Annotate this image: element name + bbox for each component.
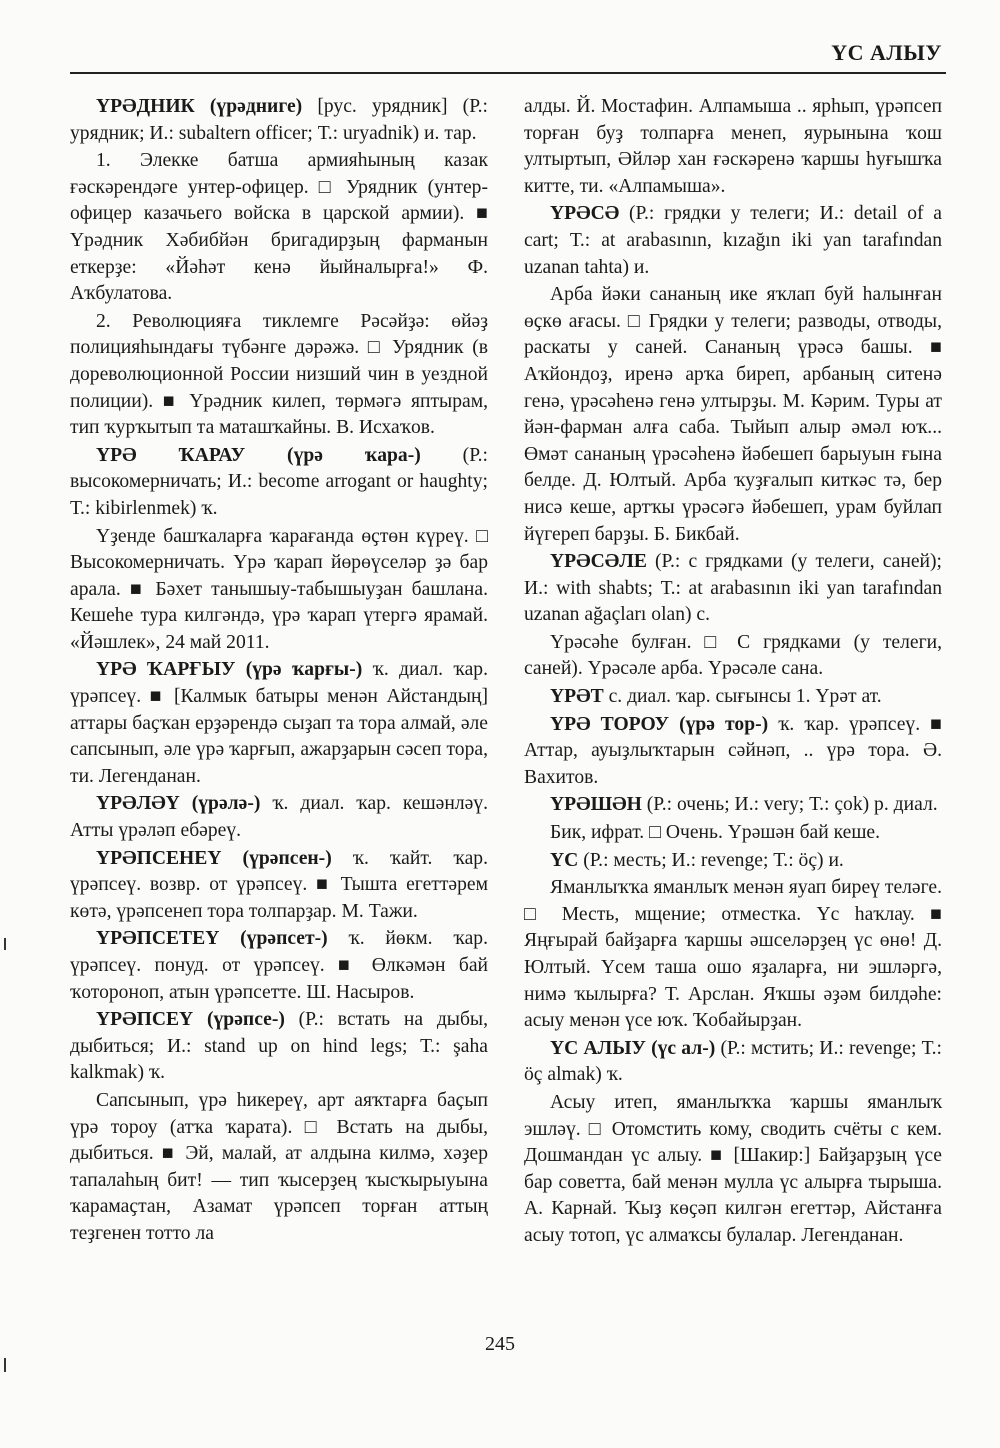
- dictionary-entry: [70, 443, 488, 523]
- continued-text: алды. Й. Мостафин. Алпамыша .. ярһып, үрәпсеп торған буҙ толпарға менеп, яурынына ҡош ултыртып, Әйләр хан ғәскәренә ҡаршы һуғышҡа китте, ти. «Алпамыша».: [524, 96, 942, 197]
- left-column: [70, 94, 488, 1249]
- entry-headword: ҮРӘПСЕНЕҮ (үрәпсен-): [96, 847, 332, 869]
- dictionary-entry: [70, 657, 488, 790]
- entry-body: (Р.: очень; И.: very; Т.: çok) р. диал.: [641, 794, 938, 816]
- entry-headword: ҮРӘЛӘҮ (үрәлә-): [96, 793, 261, 815]
- entry-body: (Р.: мстить; И.: revenge; Т.: öç almak) ҡ.: [524, 1037, 942, 1086]
- dictionary-entry: [70, 1007, 488, 1087]
- dictionary-entry: [524, 201, 942, 281]
- dictionary-entry: [524, 792, 942, 819]
- entry-body: с. диал. ҡар. сығынсы 1. Үрәт ат.: [603, 686, 882, 708]
- entry-body: [рус. урядник] (Р.: урядник; И.: subaltern officer; Т.: uryadnik) и. тар.: [70, 96, 488, 144]
- entry-headword: ҮРӘШӘН: [550, 794, 642, 816]
- margin-mark: [4, 938, 6, 950]
- entry-headword: ҮРӘ ҠАРҒЫУ (үрә ҡарғы-): [96, 659, 363, 681]
- definition-paragraph: Үрәсәһе булған. □ С грядками (у телеги, саней). Үрәсәле арба. Үрәсәле сана.: [524, 631, 942, 680]
- entry-body: (Р.: с грядками (у телеги, саней); И.: with shabts; Т.: at arabasının iki yan tarafından uzanan ağaçları olan) с.: [524, 551, 942, 626]
- definition-paragraph: Асыу итеп, яманлыҡҡа ҡаршы яманлыҡ эшләү. □ Отомстить кому, сводить счёты с кем. Дошмандан үс алыу. ■ [Шакир:] Байҙарҙың үсе бар советта, бай менән мулла үс алырға тырыша. А. Карнай. Ҡыҙ көҫәп килгән егеттәр, Айстанға асыу тотоп, үс алмаҡсы булалар. Легенданан.: [524, 1091, 942, 1246]
- entry-body: ҡ. ҡайт. ҡар. үрәпсеү. возвр. от үрәпсеү. ■ Тышта егеттәрем көтә, үрәпсенеп тора толпарҙар. М. Тажи.: [70, 847, 488, 922]
- dictionary-entry: [70, 926, 488, 1006]
- header-rule: [70, 72, 946, 74]
- entry-headword: ҮРӘТ: [550, 686, 604, 708]
- definition-paragraph: Сапсынып, үрә һикереү, арт аяҡтарға баҫып үрә тороу (атҡа ҡарата). □ Встать на дыбы, дыбиться. ■ Эй, малай, ат алдына килмә, хәҙер тапалаһың бит! — тип ҡысерҙең ҡысҡырыуына ҡарамаҫтан, Азамат үрәпсеп торған аттың теҙгенен тотто ла: [70, 1089, 488, 1244]
- entry-body: (Р.: встать на дыбы, дыбиться; И.: stand up on hind legs; Т.: şaha kalkmak) ҡ.: [70, 1009, 488, 1084]
- definition-paragraph: Бик, ифрат. □ Очень. Үрәшән бай кеше.: [550, 822, 881, 844]
- definition-paragraph: 1. Элекке батша армияһының казак ғәскәрендәге унтер-офицер. □ Урядник (унтер-офицер казачьего войска в царской армии). ■ Үрәдник Хәбибйән бригадирҙың фарманын еткерҙе: «Йәһәт кенә йыйналырға!» Ф. Аҡбулатова.: [70, 150, 488, 305]
- entry-body: ҡ. диал. ҡар. кешәнләү. Атты үрәләп ебәреү.: [70, 793, 489, 842]
- entry-headword: ҮРӘСӘЛЕ: [550, 551, 647, 573]
- margin-mark: [4, 1358, 6, 1372]
- entry-body: (Р.: грядки у телеги; И.: detail of a cart; Т.: at arabasının, kızağın iki yan tarafından uzanan tahta) и.: [524, 203, 942, 278]
- dictionary-entry: [524, 549, 942, 629]
- dictionary-entry: [524, 848, 942, 875]
- entry-headword: ҮРӘ ҠАРАУ (үрә ҡара-): [96, 444, 421, 466]
- entry-body: (Р.: высокомерничать; И.: become arrogant or haughty; Т.: kibirlenmek) ҡ.: [70, 444, 488, 519]
- dictionary-entry: [524, 1036, 942, 1089]
- entry-headword: ҮС АЛЫУ (үс ал-): [550, 1037, 716, 1059]
- entry-headword: ҮРӘПСЕҮ (үрәпсе-): [96, 1009, 285, 1031]
- dictionary-entry: [70, 846, 488, 926]
- entry-body: ҡ. йөкм. ҡар. үрәпсеү. понуд. от үрәпсеү. ■ Өлкәмән бай ҡотороноп, атын үрәпсетте. Ш. Насыров.: [70, 928, 488, 1003]
- definition-paragraph: Арба йәки сананың ике яҡлап буй һалынған өҫкө ағасы. □ Грядки у телеги; разводы, отводы, раскаты у саней. Сананың үрәсә башы. ■ Аҡйондоҙ, иренә арҡа биреп, арбаның ситенә генә, үрәсәһенә генә ултырҙы. М. Кәрим. Туры ат йән-фарман алға саба. Тыйып алыр әмәл юҡ... Өмәт сананың үрәсәһенә йәбешеп барыуын ғына белде. Д. Юлтый. Арба ҡуҙғалып киткәс тә, бер нисә кеше, артҡы үрәсәгә йәбешеп, урам буйлап йүгереп барҙы. Б. Бикбай.: [524, 284, 942, 545]
- entry-headword: ҮРӘПСЕТЕҮ (үрәпсет-): [96, 928, 328, 950]
- entry-body: ҡ. ҡар. үрәпсеү. ■ Аттар, ауыҙлыҡтарын сәйнәп, .. үрә тора. Ә. Вахитов.: [524, 713, 942, 788]
- running-head: ҮС АЛЫУ: [831, 40, 942, 65]
- entry-headword: ҮРӘ ТОРОУ (үрә тор-): [550, 713, 769, 735]
- definition-paragraph: Яманлыҡҡа яманлыҡ менән яуап биреү теләге. □ Месть, мщение; отместка. Үс һаҡлау. ■ Яңғырай байҙарға ҡаршы әшселәрҙең үс өнө! Д. Юлтый. Үсем таша ошо яҙаларға, ни эшләргә, нимә ҡылырға? Т. Арслан. Яҡшы әҙәм билдәһе: асыу менән үсе юҡ. Ҡобайырҙан.: [524, 877, 942, 1032]
- entry-headword: ҮС: [550, 849, 579, 871]
- entry-headword: ҮРӘДНИК (үрәдниге): [96, 96, 303, 117]
- entry-headword: ҮРӘСӘ: [550, 203, 620, 225]
- entry-body: ҡ. диал. ҡар. үрәпсеү. ■ [Калмык батыры менән Айстандың] аттары баҫҡан ерҙәрендә сыҙап та тора алмай, әле сапсынып, әле үрә ҡарғып, ажарҙарын сәсеп тора, ти. Легенданан.: [70, 659, 489, 787]
- page-number: 245: [485, 1333, 515, 1355]
- definition-paragraph: 2. Революцияға тиклемге Рәсәйҙә: өйәҙ полицияһындағы түбәнге дәрәжә. □ Урядник (в дореволюционной России низший чин в уездной полиции). ■ Үрәдник килеп, төрмәгә яптырам, тип ҡурҡытып та маташҡайны. В. Исхаҡов.: [70, 310, 488, 439]
- definition-paragraph: Үҙенде башҡаларға ҡарағанда өҫтөн күреү. □ Высокомерничать. Үрә ҡарап йөрөүселәр ҙә бар арала. ■ Бәхет танышыу-табышыуҙан башлана. Кешеһе тура килгәндә, үрә ҡарап үтергә ярамай. «Йәшлек», 24 май 2011.: [70, 525, 488, 653]
- dictionary-entry: [524, 684, 942, 711]
- entry-body: (Р.: месть; И.: revenge; Т.: öç) и.: [578, 849, 844, 871]
- right-column: [524, 94, 942, 1251]
- dictionary-entry: [70, 791, 488, 844]
- dictionary-entry: [70, 94, 488, 147]
- dictionary-entry: [524, 712, 942, 792]
